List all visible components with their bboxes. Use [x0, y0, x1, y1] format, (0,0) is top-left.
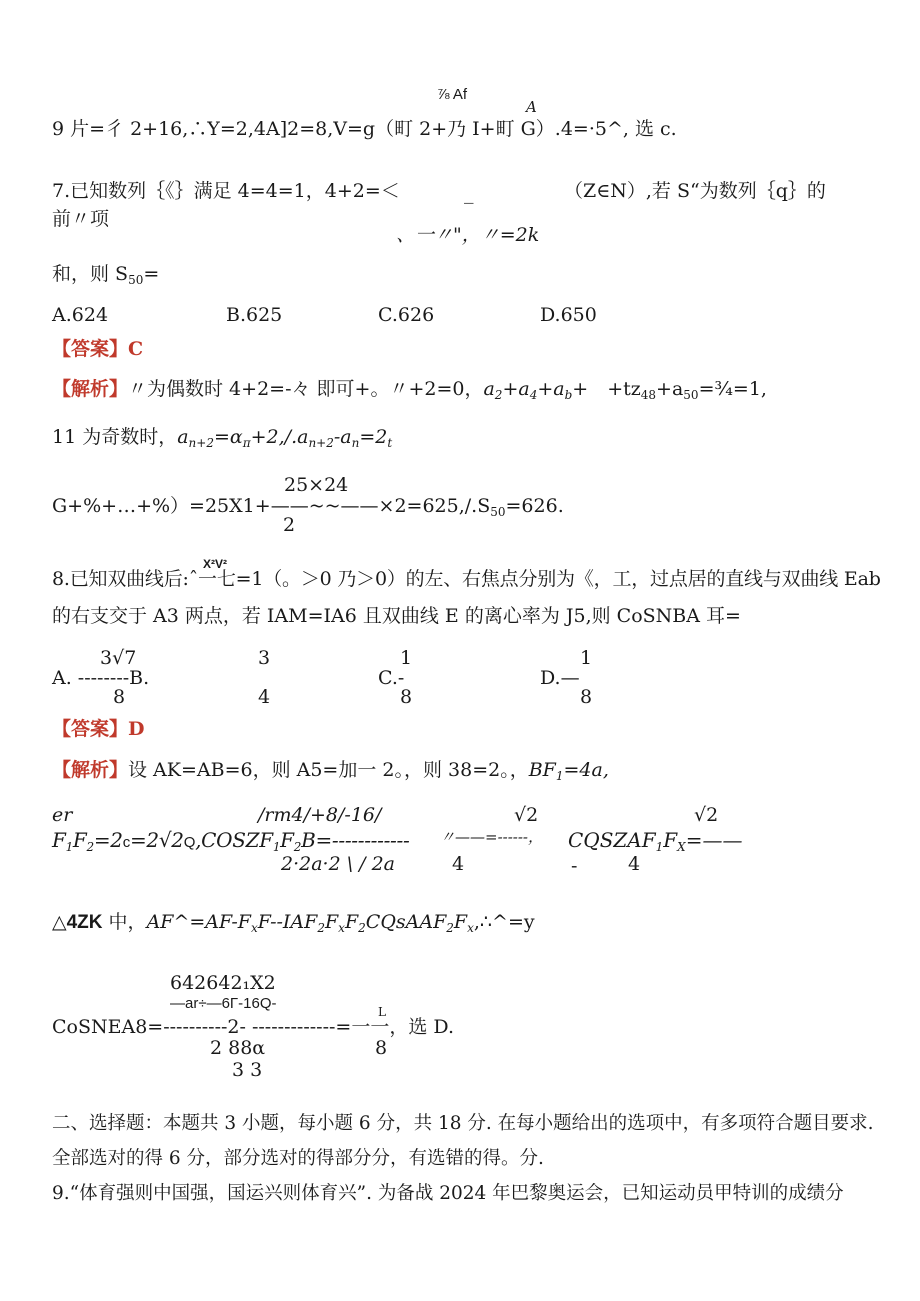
- q7-stem-4: 和，则 $S_{50}=$: [52, 263, 160, 287]
- q7-stem-3: 前〃项: [52, 208, 110, 230]
- q8-four-2: 4: [628, 853, 641, 875]
- q8-sqrt-2: √2: [694, 804, 719, 826]
- q8-cos-main-2: CoSNEA8=----------2- -------------=一一，选 D.: [52, 1016, 454, 1038]
- q8-er: er: [52, 804, 73, 826]
- q8-four-1: 4: [452, 853, 465, 875]
- q8-option-b-numerator: 3: [258, 647, 271, 669]
- q7-piecewise-condition: 、一〃"，〃=2k: [396, 224, 540, 246]
- q8-law-denominator: 2·2a·2 \ / 2a: [281, 853, 396, 875]
- q7-analysis-label: 【解析】: [52, 378, 129, 400]
- q8-answer: [52, 720, 145, 739]
- q7-analysis-3-bar: ——~~——: [270, 495, 379, 517]
- q8-cos-right: $CQSZAF_1F_X=——$: [568, 828, 743, 854]
- q8-law-numerator: /rm4/+8/-16/: [258, 804, 382, 826]
- q8-option-d-denominator: 8: [580, 686, 593, 708]
- q7-stem-2: （Z∈N）,若 S“为数列｛q｝的: [564, 180, 826, 202]
- q8-cos-denominator-3: 3 3: [232, 1059, 263, 1081]
- q8-stem-2: 的右支交于 A3 两点，若 IAM=IA6 且双曲线 E 的离心率为 J5,则 CoSNBA 耳=: [52, 605, 741, 627]
- q8-analysis-label: 【解析】: [52, 759, 129, 781]
- q8-option-d-numerator: 1: [580, 647, 593, 669]
- q7-option-d: D.650: [540, 304, 597, 326]
- q8-cos-numerator: 642642₁X2: [170, 972, 276, 994]
- q8-superscript: X²V²: [203, 557, 227, 571]
- q7-stem-blank: _: [464, 182, 474, 204]
- section2-line-1: 二、选择题：本题共 3 小题，每小题 6 分，共 18 分. 在每小题给出的选项中，有多项符合题目要求.: [52, 1113, 874, 1134]
- q8-analysis-1: 【解析】设 AK=AB=6，则 A5=加一 2。，则 38=2。，$BF_1=4a$,: [52, 759, 609, 783]
- q7-option-b: B.625: [226, 304, 283, 326]
- q7-analysis-3: $G+\%+\dots+\%)=25X1+——\sim\sim——\times 2=625,/.S_{50}=626$.: [52, 495, 564, 519]
- q8-cos-numerator-2: —ar÷—6Γ-16Q-: [170, 995, 277, 1012]
- q9-stem: 9.“体育强则中国强，国运兴则体育兴”. 为备战 2024 年巴黎奥运会，已知运动员甲特训的成绩分: [52, 1183, 844, 1204]
- prev-vector-a: A: [526, 98, 537, 116]
- section2-line-2: 全部选对的得 6 分，部分选对的得部分分，有选错的得。分.: [52, 1148, 544, 1169]
- q8-option-a-numerator: 3√7: [100, 647, 137, 669]
- q8-option-a-denominator: 8: [113, 686, 126, 708]
- q7-answer-label: 【答案】: [52, 338, 129, 360]
- q8-cos-denominator-2: 8: [375, 1037, 388, 1059]
- q8-option-b-denominator: 4: [258, 686, 271, 708]
- q8-answer-label: 【答案】: [52, 718, 129, 740]
- q8-cos-L: L: [378, 1005, 386, 1019]
- prev-solution-line: 9 片=彳 2+16,∴Y=2,4A]2=8,V=g（町 2+乃 I+町 G）.4=·5^, 选 c.: [52, 118, 677, 140]
- q8-option-c-denominator: 8: [400, 686, 413, 708]
- q8-option-a-lead: A. --------B.: [52, 667, 150, 689]
- q7-analysis-1: 【解析】〃为偶数时 4+2=-々 即可+。〃+2=0，$a_2+a_4+a_b+$ $+tz_{48}+a_{50}=\frac{3}{4}=1$,: [52, 378, 767, 402]
- q8-sqrt-1: √2: [514, 804, 539, 826]
- q7-answer: [52, 340, 143, 359]
- q8-cos-denominator-1: 2 88α: [210, 1037, 266, 1059]
- q8-answer-value: D: [128, 718, 145, 740]
- q7-analysis-2: 11 为奇数时，$a_{n+2}=\alpha_\pi+2,/.a_{n+2}-a_n=2_t$: [52, 426, 393, 450]
- q8-option-c-lead: C.-: [378, 667, 405, 689]
- q8-minus: -: [571, 855, 578, 877]
- q8-cos-main: $F_1F_2=2c=2√2Q,COSZF_1F_2B=------------$: [52, 828, 410, 854]
- q8-analysis-3: △4ZK 中，$AF\^{}=AF-F_xF--IAF_2F_xF_2CQsAAF_2F_x,\therefore\^{}=y$: [52, 911, 535, 935]
- q7-frac-denominator: 2: [283, 514, 296, 536]
- q8-option-d-lead: D.—: [540, 667, 580, 689]
- q7-stem-1: 7.已知数列｛《｝满足 4=4=1，4+2=＜: [52, 180, 400, 202]
- q7-analysis-3-left: G+%+…+%）=25X1+: [52, 495, 271, 517]
- q7-frac-numerator: 25×24: [284, 474, 349, 496]
- q8-option-c-numerator: 1: [400, 647, 413, 669]
- q7-option-a: A.624: [52, 304, 109, 326]
- q7-option-c: C.626: [378, 304, 435, 326]
- q8-mid-fraction: 〃——=------，: [440, 828, 543, 846]
- q8-stem-1: 8.已知双曲线后:ˆ一七=1（。＞0 乃＞0）的左、右焦点分别为《，工，过点居的直线与双曲线 Eab: [52, 568, 881, 590]
- prev-fraction-top: ⅞ Af: [437, 86, 468, 103]
- q7-answer-value: C: [128, 338, 144, 360]
